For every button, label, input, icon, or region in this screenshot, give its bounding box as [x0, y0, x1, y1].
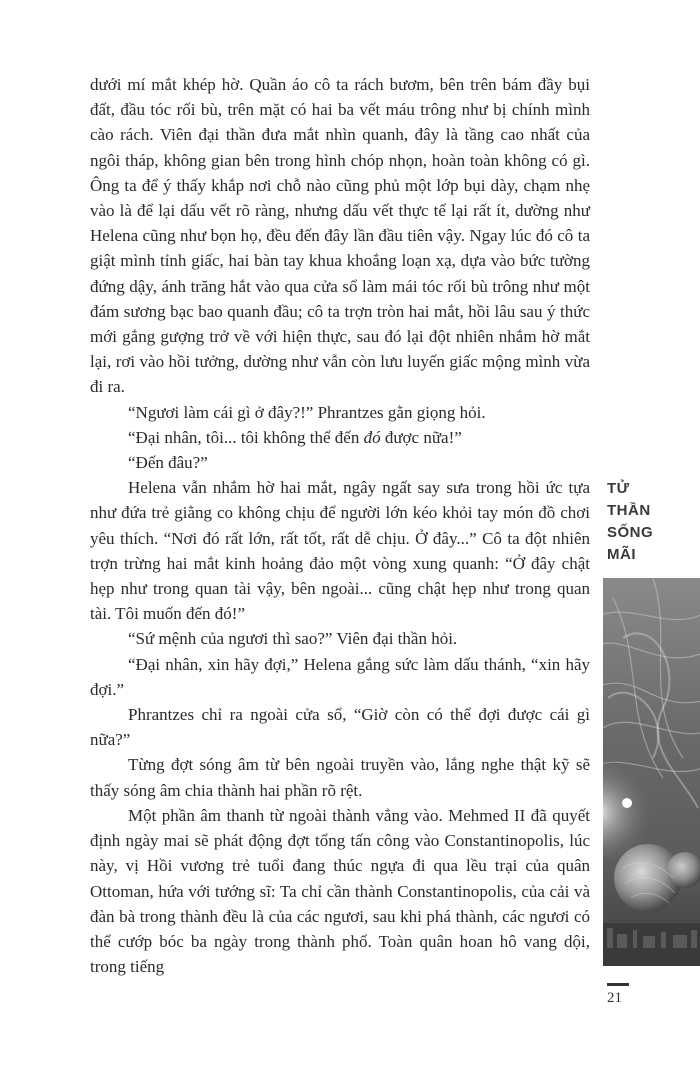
- paragraph: Từng đợt sóng âm từ bên ngoài truyền vào, lắng nghe thật kỹ sẽ thấy sóng âm chia thành hai phần rõ rệt.: [90, 755, 590, 800]
- title-line: MÃI: [607, 546, 636, 563]
- paragraph: “Sứ mệnh của ngươi thì sao?” Viên đại thần hỏi.: [128, 629, 458, 649]
- paragraph: Một phần âm thanh từ ngoài thành vẳng vào. Mehmed II đã quyết định ngày mai sẽ phát động đợt tổng tấn công vào Constantinopolis, lúc này, vị Hồi vương trẻ tuổi đang thúc ngựa đi qua lều trại của quân Ottoman, hứa với tướng sĩ: Ta chỉ cần thành Constantinopolis, của cải và đàn bà trong thành đều là của các ngươi, sau khi phá thành, các ngươi có thể cướp bóc ba ngày trong thành phố. Toàn quân hoan hô vang dội, trong tiếng: [90, 805, 590, 977]
- title-line: THẦN: [607, 502, 651, 519]
- paragraph: “Ngươi làm cái gì ở đây?!” Phrantzes gằn giọng hỏi.: [128, 402, 486, 422]
- paragraph: Helena vẫn nhắm hờ hai mắt, ngây ngất say sưa trong hồi ức tựa như đứa trẻ giằng co không chịu để người lớn kéo khỏi tay món đồ chơi yêu thích. “Nơi đó rất lớn, rất tốt, rất dễ chịu. Ở đây...” Cô ta đột nhiên trợn trừng hai mắt kinh hoảng đảo một vòng xung quanh: “Ở đây chật hẹp như trong quan tài vậy, bên ngoài... cũng chật hẹp như trong quan tài. Tôi muốn đến đó!”: [90, 478, 590, 624]
- paragraph: dưới mí mắt khép hờ. Quần áo cô ta rách bươm, bên trên bám đầy bụi đất, đầu tóc rối bù, trên mặt có hai ba vết máu trông như bị chính mình cào rách. Viên đại thần đưa mắt nhìn quanh, đây là tầng cao nhất của ngôi tháp, không gian bên trong hình chóp nhọn, hoàn toàn không có gì. Ông ta để ý thấy khắp nơi chỗ nào cũng phủ một lớp bụi dày, chạm nhẹ vào là để lại dấu vết rõ ràng, nhưng dấu vết thực tế lại rất ít, dường như Helena cũng như bọn họ, đều đến đây lần đầu tiên vậy. Ngay lúc đó cô ta giật mình tỉnh giấc, hai bàn tay khua khoắng loạn xạ, dựa vào bức tường đứng dậy, ánh trăng hắt vào qua cửa sổ làm mái tóc rối bù trông như một đám sương bạc bao quanh đầu; cô ta trợn tròn hai mắt, hồi lâu sau ý thức mới gắng gượng trở về với hiện thực, sau đó lại đột nhiên nhắm hờ mắt lại, rơi vào hồi tưởng, dường như vẫn còn lưu luyến giấc mộng mình vừa đi ra.: [90, 75, 590, 397]
- book-title-sidebar: [607, 478, 697, 566]
- cover-art-strip: [603, 578, 700, 966]
- title-line: TỬ: [607, 480, 630, 497]
- cosmic-swirl-image: [603, 578, 700, 966]
- paragraph-text: “Đại nhân, tôi... tôi không thể đến: [128, 427, 364, 447]
- paragraph: “Đến đâu?”: [128, 453, 208, 473]
- title-line: SỐNG: [607, 524, 654, 541]
- paragraph: [90, 425, 590, 450]
- paragraph-text: được nữa!”: [380, 427, 462, 447]
- page-number-rule: [607, 983, 629, 986]
- paragraph: Phrantzes chỉ ra ngoài cửa sổ, “Giờ còn có thể đợi được cái gì nữa?”: [90, 705, 590, 750]
- page-number: 21: [607, 990, 622, 1006]
- paragraph: “Đại nhân, xin hãy đợi,” Helena gắng sức làm dấu thánh, “xin hãy đợi.”: [90, 654, 590, 699]
- italic-word: đó: [363, 427, 381, 447]
- body-text: [90, 72, 590, 979]
